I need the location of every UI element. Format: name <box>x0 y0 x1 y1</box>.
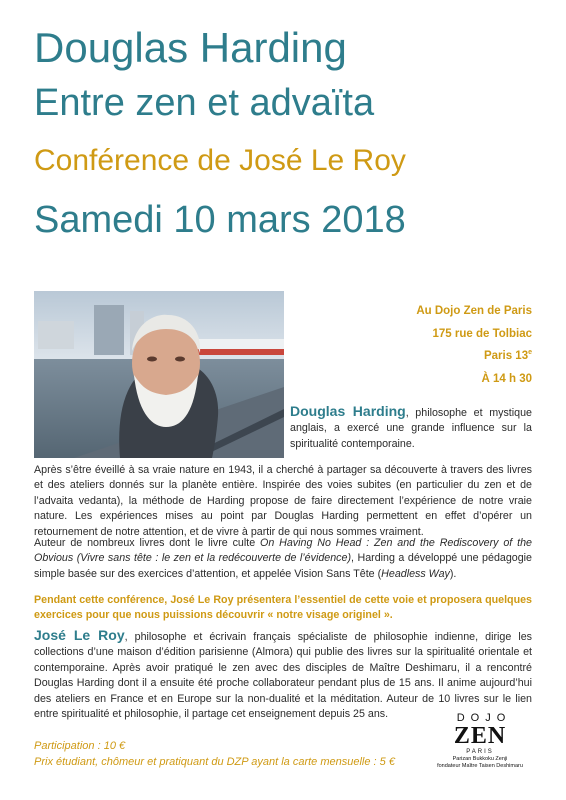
paragraph-conference: Pendant cette conférence, José Le Roy présentera l’essentiel de cette voie et proposera quelques exercices pour que nous puissions découvrir « notre visage originel ». <box>34 594 532 622</box>
venue-name: Au Dojo Zen de Paris <box>416 305 532 317</box>
logo-dojo: DOJO <box>456 712 512 724</box>
logo-line2: fondateur Maître Taisen Deshimaru <box>437 763 523 769</box>
paragraph-books: Auteur de nombreux livres dont le livre culte On Having No Head : Zen and the Rediscovery of the Obvious (Vivre sans tête : le zen et la redécouverte de l’évidence), Harding a développé une pédagogie simple basée sur des exercices d’attention, et appelée Vision Sans Tête (Headless Way). <box>34 537 532 580</box>
title-douglas-harding: Douglas Harding <box>34 24 347 71</box>
logo-line1: Parizan Bukkoku Zenji <box>452 756 508 762</box>
venue-city: Paris 13e <box>483 349 532 362</box>
event-date: Samedi 10 mars 2018 <box>34 199 406 241</box>
portrait-photo <box>34 291 284 458</box>
speaker-heading: Conférence de José Le Roy <box>34 144 406 177</box>
logo-paris: PARIS <box>466 749 494 755</box>
paragraph-jose-le-roy: José Le Roy, philosophe et écrivain français spécialiste de philosophie indienne, dirige les collections d’une maison d’édition parisienne (Almora) qui publie des livres sur la spiritualité orientale et contemporaine. Après avoir pratiqué le zen avec des disciples de Maître Deshimaru, il a rencontré Douglas Harding dont il a ensuite été proche collaborateur pendant plus de 15 ans. Il anime aujourd’hui des ateliers en France et en Europe sur la non-dualité et la méditation. Auteur de 10 livres sur le lien entre spiritualité et philosophie, il partage cet enseignement depuis 25 ans. <box>34 627 532 721</box>
intro-lead: Douglas Harding <box>290 403 406 419</box>
price-full: Participation : 10 € <box>34 740 126 752</box>
intro-paragraph: Douglas Harding, philosophe et mystique anglais, a exercé une grande influence sur la spiritualité contemporaine. <box>290 403 532 450</box>
logo-zen: ZEN <box>453 723 507 749</box>
pricing <box>34 738 395 770</box>
venue-time: À 14 h 30 <box>481 372 532 385</box>
paragraph-awakening: Après s’être éveillé à sa vraie nature en 1943, il a cherché à partager sa découverte à travers des livres et des ateliers donnés sur la planète entière. Inspirée des voies subites (en particulier du zen et de l’advaita vedanta), la méthode de Harding propose de faire directement l’expérience de notre vraie nature. Les expériences mises au point par Douglas Harding permettent en effet d’opérer un retournement de notre attention, et de vivre à partir de qui nous sommes vraiment. <box>34 464 532 538</box>
price-reduced: Prix étudiant, chômeur et pratiquant du DZP ayant la carte mensuelle : 5 € <box>34 756 395 768</box>
venue-street: 175 rue de Tolbiac <box>432 327 532 340</box>
venue-block <box>332 300 532 390</box>
jose-lead: José Le Roy <box>34 627 125 643</box>
subtitle: Entre zen et advaïta <box>34 82 375 124</box>
dojo-zen-logo <box>426 712 534 770</box>
